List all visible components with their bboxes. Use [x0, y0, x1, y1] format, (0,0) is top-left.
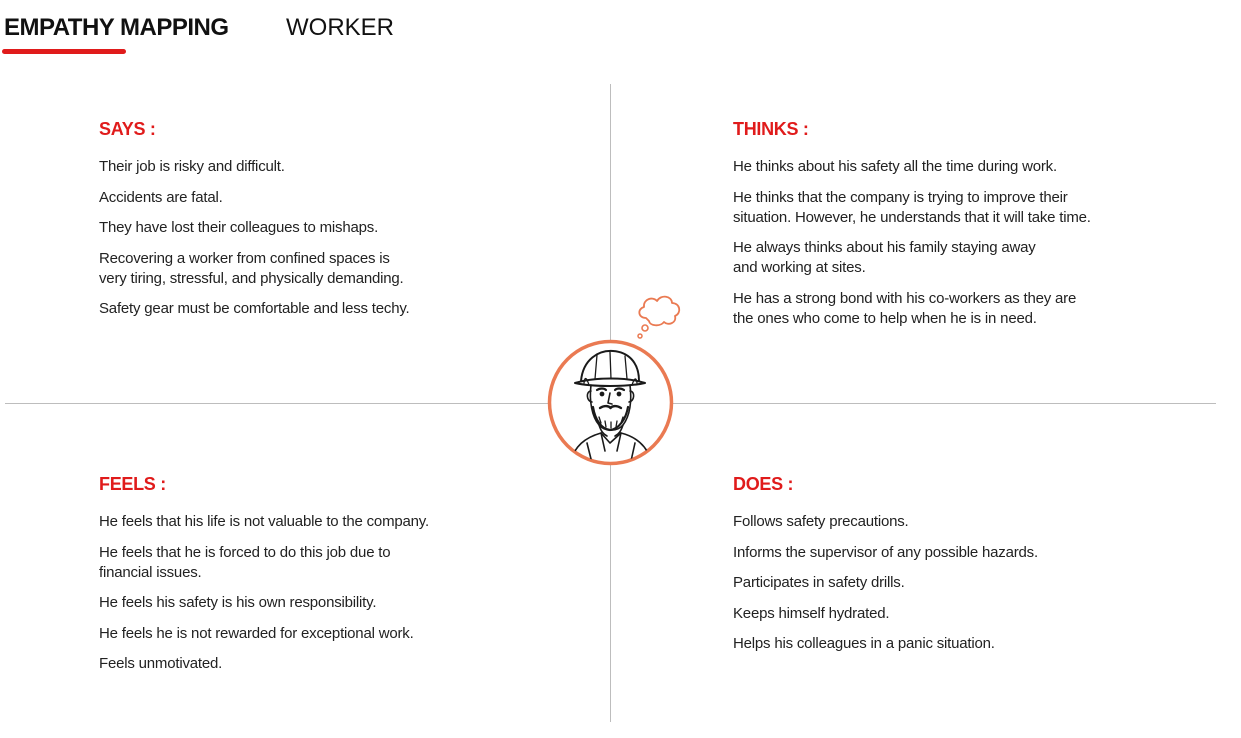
- does-heading: DOES :: [733, 474, 794, 494]
- list-item: He feels he is not rewarded for exceptional work.: [99, 624, 414, 642]
- list-item: Participates in safety drills.: [733, 574, 905, 591]
- list-item: Accidents are fatal.: [99, 188, 223, 206]
- says-quadrant: [99, 119, 569, 330]
- list-item: He feels that his life is not valuable to the company.: [99, 513, 429, 530]
- list-item: Helps his colleagues in a panic situation.: [733, 635, 995, 652]
- thinks-heading: THINKS :: [733, 119, 809, 139]
- list-item: Informs the supervisor of any possible hazards.: [733, 543, 1038, 561]
- page-subtitle: WORKER: [286, 14, 394, 41]
- feels-heading: FEELS :: [99, 474, 166, 494]
- thinks-list: [733, 157, 1203, 329]
- list-item: Recovering a worker from confined spaces is very tiring, stressful, and physically demanding.: [99, 249, 404, 287]
- thought-bubble-icon: [632, 292, 684, 342]
- says-heading: SAYS :: [99, 119, 156, 139]
- list-item: Keeps himself hydrated.: [733, 604, 890, 622]
- page-title: EMPATHY MAPPING: [4, 14, 229, 41]
- list-item: He thinks that the company is trying to improve their situation. However, he understands that it will take time.: [733, 188, 1091, 226]
- worker-avatar-icon: [547, 339, 674, 466]
- list-item: Their job is risky and difficult.: [99, 158, 285, 175]
- list-item: He always thinks about his family staying away and working at sites.: [733, 239, 1036, 276]
- list-item: He has a strong bond with his co-workers as they are the ones who come to help when he is in need.: [733, 289, 1077, 327]
- list-item: He feels his safety is his own responsibility.: [99, 594, 377, 611]
- does-list: [733, 512, 1203, 654]
- list-item: Feels unmotivated.: [99, 655, 223, 672]
- says-list: [99, 157, 569, 319]
- list-item: Safety gear must be comfortable and less techy.: [99, 300, 410, 317]
- list-item: He feels that he is forced to do this job due to financial issues.: [99, 543, 391, 581]
- list-item: He thinks about his safety all the time during work.: [733, 158, 1057, 175]
- title-underline: [2, 49, 126, 54]
- does-quadrant: [733, 474, 1203, 665]
- feels-quadrant: [99, 474, 569, 685]
- list-item: Follows safety precautions.: [733, 513, 909, 530]
- feels-list: [99, 512, 569, 674]
- list-item: They have lost their colleagues to mishaps.: [99, 219, 379, 236]
- thinks-quadrant: [733, 119, 1203, 339]
